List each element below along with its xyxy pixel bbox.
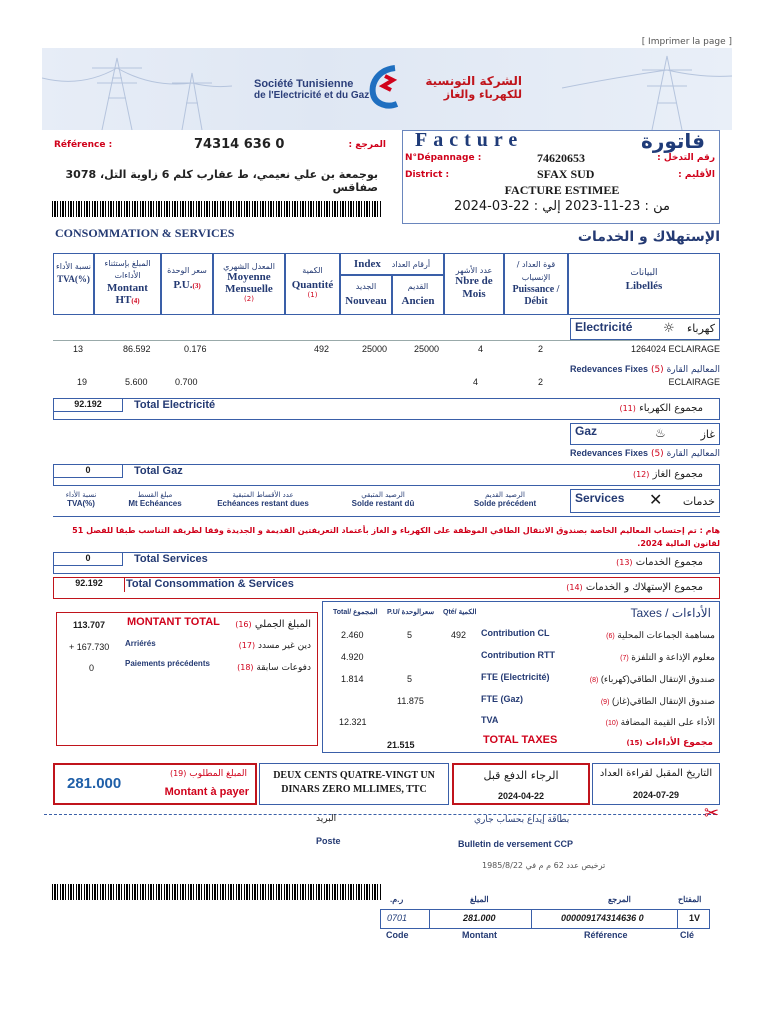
header-banner <box>42 48 732 130</box>
district-label: District : <box>405 170 450 180</box>
arrieres-value: + 167.730 <box>69 642 110 652</box>
amount-in-words: DEUX CENTS QUATRE-VINGT UN DINARS ZERO MLLIMES, TTC <box>259 763 449 805</box>
paiements-value: 0 <box>89 663 95 673</box>
services-label: Services <box>575 491 625 505</box>
depannage-label-ar: رقم التدخل : <box>657 153 715 163</box>
montant-total-num: (16) <box>235 620 252 629</box>
tax-row2-fr: Contribution RTT <box>481 650 555 660</box>
tax-row4-pu: 11.875 <box>397 696 424 706</box>
bulletin-ar: بطاقة إيداع بحساب جاري <box>474 815 570 825</box>
services-label-ar: خدمات <box>682 495 715 508</box>
total-services-num: (13) <box>616 558 633 567</box>
montant-total-ar: المبلغ الجملي <box>254 619 311 630</box>
tax-row1-ar-label: مساهمة الجماعات المحلية <box>617 630 715 640</box>
col-puissance-ar: قوة العداد / الإنسياب <box>516 260 556 282</box>
section-title-fr: CONSOMMATION & SERVICES <box>55 226 235 240</box>
divider <box>677 910 678 928</box>
customer-address: بوجمعة بن علي نعيمي، ط عقارب كلم 6 زاوية التل، 3078 صفاقس <box>65 168 378 194</box>
tax-row3-total: 1.814 <box>341 674 364 684</box>
pylon-illustration-right <box>562 48 732 130</box>
col-quantite-num: (1) <box>307 291 318 299</box>
montant-total-box <box>56 612 318 746</box>
col-ancien-ar: القديم <box>407 282 429 291</box>
company-name-fr-line2: de l'Electricité et du Gaz <box>254 90 370 101</box>
col-moyenne-fr: Moyenne Mensuelle <box>225 271 273 295</box>
total-services <box>53 552 720 574</box>
invoice-type: FACTURE ESTIMEE <box>504 183 620 197</box>
montant-a-payer-num: (19) <box>169 769 187 778</box>
elec-redev-num: (5) <box>650 365 664 375</box>
tax-row4-ar-label: صندوق الإنتقال الطاقي(غاز) <box>611 696 715 706</box>
col-index-fr: Index <box>353 258 381 270</box>
depannage-label: N°Dépannage : <box>405 153 482 163</box>
col-ancien <box>392 275 444 315</box>
montant-a-payer-box <box>53 763 257 805</box>
total-electricite-value: 92.192 <box>53 398 123 412</box>
total-gaz-label: Total Gaz <box>134 465 183 477</box>
due-date-value: 2024-04-22 <box>497 791 545 801</box>
company-name-ar-line1: الشركة التونسية <box>425 74 522 88</box>
tax-row5-ar-label: الأداء على القيمة المضافة <box>620 717 715 727</box>
next-reading-value: 2024-07-29 <box>632 790 680 800</box>
paiements-num: (18) <box>237 663 254 672</box>
elec-redev-ar: المعاليم القارة <box>666 365 720 375</box>
elec-row2-libelle: ECLAIRAGE <box>668 377 720 387</box>
divider <box>531 910 532 928</box>
pylon-illustration <box>42 48 232 130</box>
svc-col-prec <box>453 491 557 508</box>
cut-line <box>44 814 716 815</box>
total-services-label-ar <box>616 557 703 568</box>
ccp-ftr-montant: Montant <box>462 930 497 940</box>
svc-col-mt-ar: مبلغ القسط <box>137 491 173 499</box>
col-libelles <box>568 253 720 315</box>
svc-col-ech-fr: Echéances restant dues <box>217 499 309 508</box>
col-quantite <box>285 253 340 315</box>
ccp-hdr-code: ر.م. <box>390 895 404 904</box>
ccp-license: ترخيص عدد 62 م م في 1985/8/22 <box>482 861 606 870</box>
elec-row2-montant: 5.600 <box>125 377 148 387</box>
montant-total-label-ar <box>235 619 311 630</box>
tax-row5-fr: TVA <box>481 715 499 725</box>
ccp-ftr-cle: Clé <box>680 930 695 940</box>
taxes-col-qte: Qté/ الكمية <box>443 609 477 616</box>
elec-row1-ancien: 25000 <box>414 344 440 354</box>
col-moyenne <box>213 253 285 315</box>
total-taxes-label: TOTAL TAXES <box>483 734 558 746</box>
montant-a-payer-value: 281.000 <box>67 775 122 792</box>
montant-total-label: MONTANT TOTAL <box>127 616 220 628</box>
total-taxes-value: 21.515 <box>387 740 415 750</box>
gaz-redev-label: Redevances Fixes <box>570 448 649 458</box>
col-nouveau <box>340 275 392 315</box>
total-electricite-num: (11) <box>619 404 636 413</box>
due-date-label: الرجاء الدفع قبل <box>483 769 559 782</box>
col-index <box>340 253 444 275</box>
ccp-hdr-cle: المفتاح <box>678 895 702 904</box>
svc-col-ech <box>203 491 323 508</box>
col-mois <box>444 253 504 315</box>
ccp-ftr-code: Code <box>386 930 409 940</box>
gaz-label-ar: غاز <box>700 428 715 441</box>
svc-col-solde-fr: Solde restant dû <box>351 499 415 508</box>
consumption-table-header <box>53 253 720 315</box>
total-taxes-ar: مجموع الأداءات <box>645 738 713 748</box>
tax-row1-qte: 492 <box>451 630 467 640</box>
ccp-hdr-ref: المرجع <box>608 895 631 904</box>
reference-value: 74314 636 0 <box>194 137 285 152</box>
elec-row1-pu: 0.176 <box>184 344 207 354</box>
total-gaz-value: 0 <box>53 464 123 478</box>
total-services-label: Total Services <box>134 553 208 565</box>
tax-row3-ar-label: صندوق الإنتقال الطاقي(كهرباء) <box>600 674 715 684</box>
col-tva-ar: نسبة الأداء <box>56 262 91 271</box>
total-services-value: 0 <box>53 552 123 566</box>
next-reading-box <box>592 763 720 805</box>
elec-row2-puiss: 2 <box>538 377 544 387</box>
total-gaz-num: (12) <box>632 470 650 479</box>
divider <box>53 516 720 517</box>
elec-row1-nouveau: 25000 <box>362 344 388 354</box>
ccp-ref-value: 000009174314636 0 <box>561 913 644 923</box>
col-montant <box>94 253 161 315</box>
svc-col-tva-fr: TVA(%) <box>67 499 95 508</box>
col-puissance-fr: Puissance / Débit <box>512 284 560 307</box>
steg-logo-icon <box>367 62 403 112</box>
company-name-ar <box>412 74 522 102</box>
poste-fr: Poste <box>316 836 341 846</box>
paiements-label: Paiements précédents <box>125 659 210 668</box>
depannage-value: 74620653 <box>537 151 585 165</box>
col-index-ar: أرقام العداد <box>391 260 431 269</box>
barcode-top <box>52 201 382 217</box>
col-tva-fr: TVA(%) <box>57 274 90 284</box>
tax-row4-ar <box>601 696 715 707</box>
divider <box>53 340 720 341</box>
col-mois-ar: عدد الأشهر <box>455 266 493 275</box>
arrieres-ar: دين غير مسدد <box>257 641 311 651</box>
svc-col-mt <box>113 491 197 508</box>
total-conso-ar: مجموع الإستهلاك و الخدمات <box>585 582 703 593</box>
montant-a-payer-fr: Montant à payer <box>164 786 249 798</box>
montant-a-payer-ar-label: المبلغ المطلوب <box>189 769 247 779</box>
taxes-col-total: Total/ المجموع <box>333 609 378 616</box>
svc-col-tva <box>53 491 109 508</box>
tax-row <box>323 696 721 714</box>
total-gaz <box>53 464 720 486</box>
tools-icon: ✕ <box>649 490 663 509</box>
total-electricite-label-ar <box>619 403 703 414</box>
col-mois-fr: Nbre de Mois <box>455 275 493 300</box>
elec-row1-libelle: 1264024 ECLAIRAGE <box>630 344 720 354</box>
col-nouveau-ar: الجديد <box>355 282 377 291</box>
company-name-fr-line1: Société Tunisienne <box>254 78 354 90</box>
company-name-fr <box>254 78 369 102</box>
ccp-code-value: 0701 <box>387 913 408 923</box>
district-value: SFAX SUD <box>537 167 595 181</box>
elec-redevances <box>570 364 720 375</box>
gaz-redevances <box>570 448 720 459</box>
total-conso-label-ar <box>566 582 703 593</box>
svc-col-solde <box>333 491 433 508</box>
total-electricite-label: Total Electricité <box>134 399 216 411</box>
col-montant-ar: المبلغ بإستثناء الأداءات <box>104 259 151 280</box>
tax-row <box>323 652 721 670</box>
elec-row2-tva: 19 <box>77 377 88 387</box>
tax-row2-ar <box>620 652 715 663</box>
tax-row5-total: 12.321 <box>339 717 367 727</box>
reference-label: Référence : <box>54 140 113 150</box>
elec-row2-pu: 0.700 <box>175 377 198 387</box>
total-taxes-label-ar <box>626 738 713 748</box>
paiements-ar: دفوعات سابقة <box>256 663 311 673</box>
gaz-redev-num: (5) <box>650 449 664 459</box>
tax-row <box>323 717 721 735</box>
taxes-title-ar: الأداءات <box>671 606 711 620</box>
col-libelles-ar: البيانات <box>630 268 658 278</box>
col-pu <box>161 253 213 315</box>
elec-row2-mois: 4 <box>473 377 479 387</box>
elec-row1-mois: 4 <box>478 344 484 354</box>
print-link[interactable]: [ Imprimer la page ] <box>641 37 732 47</box>
tax-row <box>323 674 721 692</box>
arrieres-num: (17) <box>238 641 256 650</box>
col-pu-fr: P.U. <box>173 279 193 291</box>
elec-row-2 <box>53 377 720 391</box>
poste-ar: البريد <box>316 814 337 824</box>
col-nouveau-fr: Nouveau <box>345 295 387 307</box>
svc-col-tva-ar: نسبة الأداء <box>65 491 97 499</box>
tax-row <box>323 630 721 648</box>
col-libelles-fr: Libellés <box>625 280 663 292</box>
ccp-hdr-montant: المبلغ <box>470 895 489 904</box>
taxes-col-pu: P.U/ سعرالوحدة <box>387 609 435 616</box>
col-pu-num: (3) <box>192 282 201 290</box>
taxes-title <box>631 606 712 620</box>
next-reading-label: التاريخ المقبل لقراءة العداد <box>599 768 713 779</box>
total-conso-num: (14) <box>566 583 583 592</box>
tax-row5-num: (10) <box>605 720 619 727</box>
company-name-ar-line2: للكهرباء والغاز <box>443 88 522 101</box>
ccp-cle-value: 1V <box>689 913 701 923</box>
svc-col-ech-ar: عدد الأقساط المتبقية <box>232 491 294 499</box>
col-quantite-fr: Quantité <box>291 279 334 291</box>
services-cols <box>53 491 573 515</box>
svc-col-prec-ar: الرصيد القديم <box>485 491 525 499</box>
total-conso-value: 92.192 <box>54 578 125 592</box>
col-tva <box>53 253 94 315</box>
gaz-label: Gaz <box>575 424 598 438</box>
tax-row1-total: 2.460 <box>341 630 364 640</box>
tax-row5-ar <box>606 717 715 728</box>
col-montant-fr: Montant HT <box>107 282 148 306</box>
tax-row1-num: (6) <box>606 633 615 640</box>
col-moyenne-ar: المعدل الشهري <box>223 262 275 271</box>
tax-row3-num: (8) <box>589 677 599 684</box>
montant-total-value: 113.707 <box>73 620 106 630</box>
elec-row1-montant: 86.592 <box>123 344 151 354</box>
electricite-label-ar: كهرباء <box>687 322 715 335</box>
barcode-bottom <box>52 884 382 900</box>
paiements-label-ar <box>237 663 311 673</box>
tax-row1-fr: Contribution CL <box>481 628 550 638</box>
gaz-redev-ar: المعاليم القارة <box>666 449 720 459</box>
col-montant-num: (4) <box>131 297 140 305</box>
ccp-montant-value: 281.000 <box>463 913 496 923</box>
section-title-ar: الإستهلاك و الخدمات <box>577 229 720 245</box>
elec-redev-label: Redevances Fixes <box>570 364 649 374</box>
tax-row4-fr: FTE (Gaz) <box>481 694 523 704</box>
total-gaz-label-ar <box>633 469 703 480</box>
tax-row3-pu: 5 <box>407 674 413 684</box>
col-pu-ar: سعر الوحدة <box>167 266 207 275</box>
bulletin-fr: Bulletin de versement CCP <box>458 839 574 849</box>
reference-label-ar: المرجع : <box>348 140 386 150</box>
scissors-icon: ✂ <box>704 803 720 824</box>
tax-row4-num: (9) <box>600 699 610 706</box>
invoice-period: من : 23-11-2023 إلي : 22-03-2024 <box>454 199 670 214</box>
total-gaz-ar: مجموع الغاز <box>652 469 703 480</box>
ccp-values-row <box>380 909 710 929</box>
tax-row3-ar <box>590 674 715 685</box>
svc-col-prec-fr: Solde précédent <box>473 499 537 508</box>
tax-row2-total: 4.920 <box>341 652 364 662</box>
services-notice: هام : تم إحتساب المعاليم الخاصة بصندوق الانتقال الطاقي الموظفة على الكهرباء و الغاز بأعتماد التعريفتين القديمة و الجديدة وفقا لطريقة التناسب طبقا للفصل 51 لقانون المالية 2024. <box>72 526 720 548</box>
total-services-ar: مجموع الخدمات <box>635 557 703 568</box>
tax-row1-ar <box>606 630 715 641</box>
invoice-title-fr: Facture <box>415 129 524 151</box>
total-taxes-num: (15) <box>626 739 643 747</box>
col-quantite-ar: الكمية <box>302 266 323 275</box>
elec-row1-qte: 492 <box>314 344 330 354</box>
arrieres-label-ar <box>239 641 311 651</box>
electricite-header <box>570 318 720 340</box>
gaz-header <box>570 423 720 445</box>
total-electricite-ar: مجموع الكهرباء <box>639 403 703 414</box>
col-ancien-fr: Ancien <box>401 295 435 307</box>
total-conso-label: Total Consommation & Services <box>126 578 294 590</box>
invoice-title-ar: فاتورة <box>641 129 705 153</box>
total-electricite <box>53 398 720 420</box>
col-moyenne-num: (2) <box>244 295 254 303</box>
flame-icon: ♨ <box>655 426 666 440</box>
tax-row2-ar-label: معلوم الإذاعة و التلفزة <box>631 652 715 662</box>
divider <box>429 910 430 928</box>
arrieres-label: Arriérés <box>125 639 156 648</box>
elec-row1-puiss: 2 <box>538 344 544 354</box>
svc-col-mt-fr: Mt Echéances <box>128 499 182 508</box>
due-date-box <box>452 763 590 805</box>
total-consommation <box>53 577 720 599</box>
tax-row2-num: (7) <box>620 655 629 662</box>
taxes-box <box>322 601 720 753</box>
ccp-table <box>370 895 720 945</box>
tax-row3-fr: FTE (Electricité) <box>481 672 550 682</box>
services-header <box>570 489 720 513</box>
tax-row1-pu: 5 <box>407 630 413 640</box>
invoice-box <box>402 130 720 224</box>
montant-a-payer-ar <box>170 769 247 779</box>
district-label-ar: الأقليم : <box>678 170 715 180</box>
col-puissance <box>504 253 568 315</box>
ccp-ftr-ref: Référence <box>584 930 628 940</box>
svc-col-solde-ar: الرصيد المتبقي <box>361 491 405 499</box>
elec-row1-tva: 13 <box>73 344 84 354</box>
elec-row-1 <box>53 344 720 358</box>
electricite-label: Electricité <box>575 320 633 334</box>
taxes-title-fr: Taxes / <box>630 606 669 620</box>
bulb-icon: ☼ <box>663 321 675 336</box>
